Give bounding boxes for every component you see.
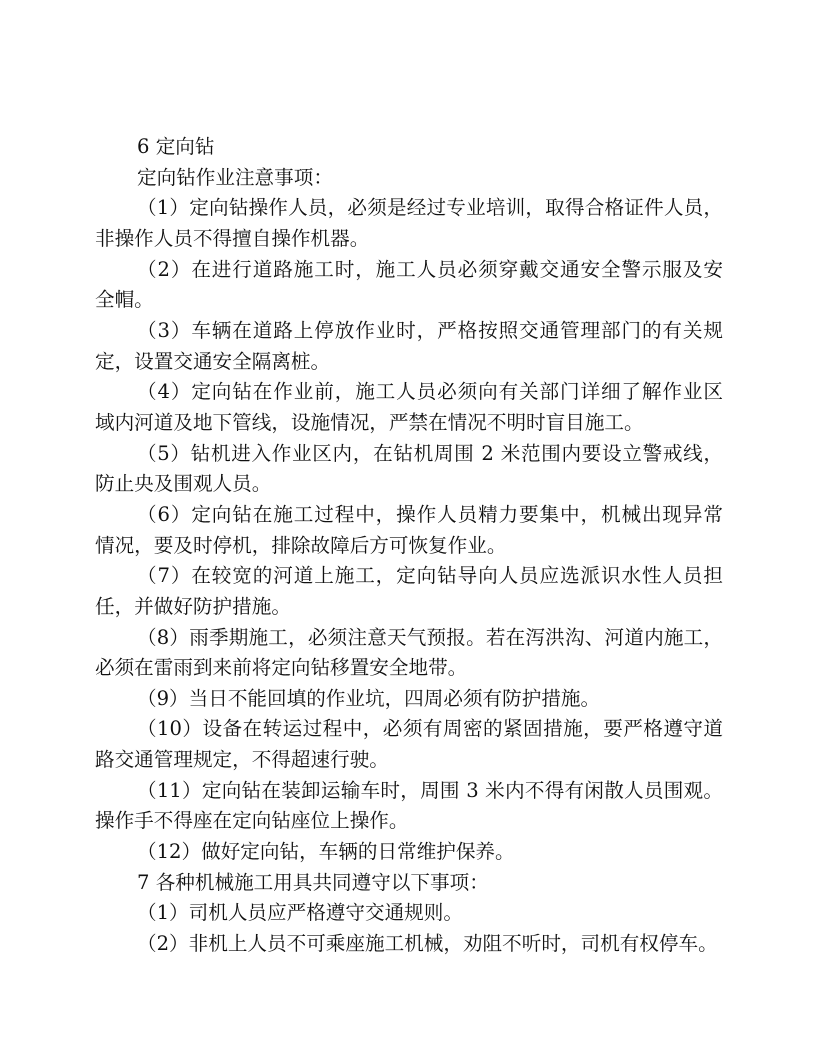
- text-line: （2）在进行道路施工时，施工人员必须穿戴交通安全警示服及安: [137, 257, 723, 281]
- list-item-paragraph: [95, 377, 723, 438]
- list-item-paragraph: [95, 193, 723, 254]
- text-line: （7）在较宽的河道上施工，定向钻导向人员应选派识水性人员担: [137, 564, 723, 588]
- list-item-paragraph: [95, 929, 723, 960]
- list-item-paragraph: [95, 837, 723, 868]
- list-item-paragraph: [95, 776, 723, 837]
- list-item-paragraph: [95, 561, 723, 622]
- text-line: （11）定向钻在装卸运输车时，周围 3 米内不得有闲散人员围观。: [137, 778, 723, 802]
- document-body: [95, 132, 723, 960]
- list-item-paragraph: [95, 500, 723, 561]
- list-item-paragraph: [95, 623, 723, 684]
- list-item-paragraph: [95, 898, 723, 929]
- text-line: 全帽。: [95, 288, 154, 312]
- text-line: （8）雨季期施工，必须注意天气预报。若在泻洪沟、河道内施工，: [137, 625, 723, 649]
- text-line: （1）司机人员应严格遵守交通规则。: [137, 901, 463, 925]
- list-item-paragraph: [95, 714, 723, 775]
- list-item-paragraph: [95, 316, 723, 377]
- text-line: 防止央及围观人员。: [95, 472, 272, 496]
- text-line: （3）车辆在道路上停放作业时，严格按照交通管理部门的有关规: [137, 318, 723, 342]
- list-item-paragraph: [95, 439, 723, 500]
- text-line: （1）定向钻操作人员，必须是经过专业培训，取得合格证件人员，: [137, 196, 723, 220]
- text-line: （5）钻机进入作业区内，在钻机周围 2 米范围内要设立警戒线，: [137, 441, 723, 465]
- list-item-paragraph: [95, 684, 723, 715]
- text-line: 域内河道及地下管线，设施情况，严禁在情况不明时盲目施工。: [95, 410, 644, 434]
- section-heading: [95, 163, 723, 194]
- text-line: （12）做好定向钻，车辆的日常维护保养。: [137, 840, 515, 864]
- text-line: （10）设备在转运过程中，必须有周密的紧固措施，要严格遵守道: [137, 717, 723, 741]
- text-line: （2）非机上人员不可乘座施工机械，劝阻不听时，司机有权停车。: [137, 932, 718, 956]
- text-line: 情况，要及时停机，排除故障后方可恢复作业。: [95, 533, 507, 557]
- text-line: （9）当日不能回填的作业坑，四周必须有防护措施。: [137, 686, 601, 710]
- text-line: 任，并做好防护措施。: [95, 594, 291, 618]
- text-line: 7 各种机械施工用具共同遵守以下事项：: [137, 870, 489, 894]
- text-line: 6 定向钻: [137, 135, 215, 158]
- text-line: 路交通管理规定，不得超速行驶。: [95, 748, 389, 772]
- text-line: 非操作人员不得擅自操作机器。: [95, 226, 370, 250]
- text-line: 操作手不得座在定向钻座位上操作。: [95, 809, 409, 833]
- section-heading: [95, 868, 723, 899]
- text-line: （6）定向钻在施工过程中，操作人员精力要集中，机械出现异常: [137, 502, 723, 526]
- text-line: （4）定向钻在作业前，施工人员必须向有关部门详细了解作业区: [137, 380, 723, 404]
- list-item-paragraph: [95, 255, 723, 316]
- text-line: 定，设置交通安全隔离桩。: [95, 349, 331, 373]
- text-line: 定向钻作业注意事项：: [137, 165, 333, 189]
- text-line: 必须在雷雨到来前将定向钻移置安全地带。: [95, 656, 468, 680]
- section-heading: [95, 132, 723, 163]
